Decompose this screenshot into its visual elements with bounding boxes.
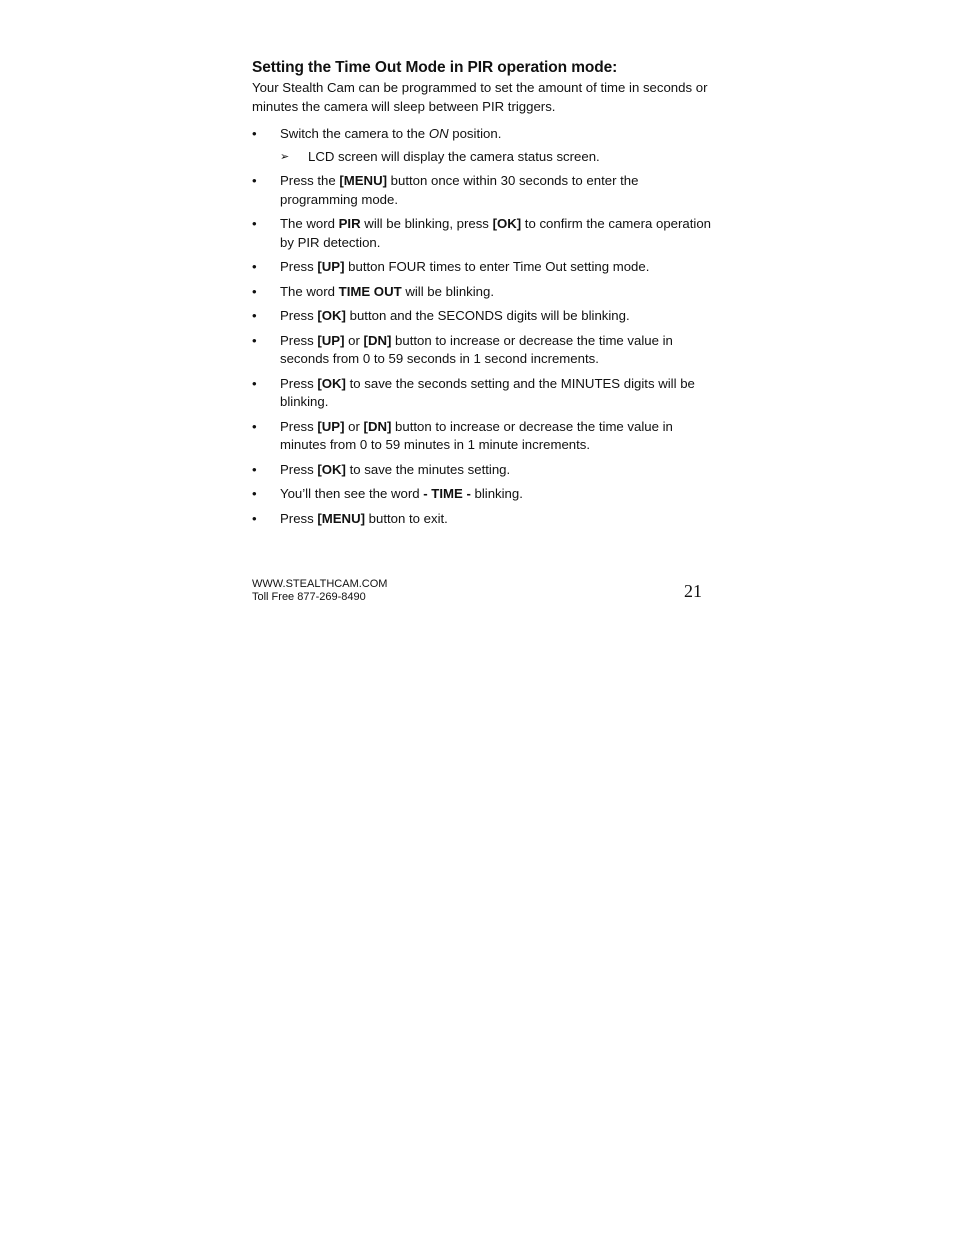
emphasis-text: PIR <box>338 216 361 231</box>
step-text: to confirm the camera operation by PIR detection. <box>280 216 711 250</box>
step-text: Press <box>280 510 318 526</box>
step-text: The word <box>280 216 339 231</box>
step-text: Switch the camera to the <box>280 126 429 141</box>
bullet-icon: • <box>252 126 257 141</box>
bullet-icon: • <box>252 283 257 299</box>
bullet-icon: • <box>252 418 257 434</box>
step-content <box>280 486 523 501</box>
emphasis-text: [DN] <box>363 418 392 434</box>
step-text: You’ll then see the word <box>280 486 424 501</box>
bullet-icon: • <box>252 308 257 323</box>
emphasis-text: [UP] <box>317 332 345 348</box>
emphasis-text: - TIME - <box>423 486 471 501</box>
list-item <box>252 485 712 504</box>
sub-step-content <box>308 149 600 164</box>
list-item <box>252 418 712 455</box>
sub-list <box>280 148 712 167</box>
italic-text: ON <box>428 126 449 141</box>
list-item <box>252 307 712 326</box>
list-item <box>252 375 712 412</box>
emphasis-text: [MENU] <box>317 510 365 526</box>
bullet-icon: • <box>252 461 257 477</box>
bullet-icon: • <box>252 486 257 501</box>
section-heading: Setting the Time Out Mode in PIR operation mode: <box>252 59 618 76</box>
footer-phone: Toll Free 877-269-8490 <box>252 591 366 603</box>
instruction-list <box>252 125 712 528</box>
step-text: Press <box>280 418 318 434</box>
bullet-icon: • <box>252 259 257 274</box>
emphasis-text: [DN] <box>363 332 392 348</box>
step-content <box>280 376 695 410</box>
step-text: position. <box>448 126 502 141</box>
step-text: The word <box>280 283 339 299</box>
list-item <box>252 461 712 480</box>
emphasis-text: [OK] <box>317 308 346 323</box>
step-text: to save the minutes setting. <box>345 461 511 477</box>
bullet-icon: • <box>252 332 257 348</box>
page-footer <box>252 578 702 604</box>
step-content <box>280 216 711 250</box>
step-text: button once within 30 seconds to enter the programming mode. <box>280 173 639 207</box>
step-text: Press the <box>280 173 340 188</box>
footer-contact <box>252 578 702 604</box>
sub-list-item <box>280 148 712 167</box>
step-content <box>280 511 448 526</box>
step-text: or <box>344 418 364 434</box>
step-content <box>280 308 630 323</box>
step-text: or <box>344 332 364 348</box>
step-text: Press <box>280 308 318 323</box>
list-item <box>252 172 712 209</box>
step-text: Press <box>280 461 318 477</box>
list-item <box>252 283 712 302</box>
step-text: button FOUR times to enter Time Out setting mode. <box>344 259 650 274</box>
step-content <box>280 333 673 367</box>
step-text: Press <box>280 259 318 274</box>
step-text: will be blinking, press <box>360 216 493 231</box>
emphasis-text: [UP] <box>317 418 345 434</box>
emphasis-text: [OK] <box>317 461 346 477</box>
list-item <box>252 125 712 166</box>
page-number: 21 <box>684 581 702 601</box>
emphasis-text: [UP] <box>317 259 345 274</box>
step-content <box>280 173 638 207</box>
bullet-icon: • <box>252 510 257 526</box>
list-item <box>252 510 712 529</box>
step-text: button to exit. <box>365 510 448 526</box>
emphasis-text: [MENU] <box>339 173 387 188</box>
step-content <box>280 419 673 453</box>
step-content <box>280 259 649 274</box>
emphasis-text: [OK] <box>492 216 522 231</box>
step-text: will be blinking. <box>401 283 495 299</box>
step-text: Press <box>280 375 318 391</box>
emphasis-text: TIME OUT <box>338 283 402 299</box>
list-item <box>252 258 712 277</box>
footer-website: WWW.STEALTHCAM.COM <box>252 578 388 590</box>
bullet-icon: • <box>252 173 257 188</box>
bullet-icon: • <box>252 375 257 391</box>
emphasis-text: [OK] <box>317 375 346 391</box>
step-text: LCD screen will display the camera status screen. <box>308 148 600 164</box>
step-text: button to increase or decrease the time value in seconds from 0 to 59 seconds in 1 second increments. <box>280 332 673 366</box>
step-text: Press <box>280 332 318 348</box>
step-content <box>280 462 510 477</box>
bullet-icon: • <box>252 216 257 231</box>
arrow-bullet-icon: ➢ <box>280 150 290 163</box>
intro-paragraph: Your Stealth Cam can be programmed to set the amount of time in seconds or minutes the camera will sleep between PIR triggers. <box>252 80 708 114</box>
step-content <box>280 284 494 299</box>
step-content <box>280 126 501 141</box>
step-text: blinking. <box>470 486 523 501</box>
list-item <box>252 215 712 252</box>
list-item <box>252 332 712 369</box>
step-text: to save the seconds setting and the MINUTES digits will be blinking. <box>280 375 695 409</box>
page-content <box>252 58 712 534</box>
step-text: button to increase or decrease the time value in minutes from 0 to 59 minutes in 1 minute increments. <box>280 418 673 452</box>
step-text: button and the SECONDS digits will be blinking. <box>345 308 630 323</box>
